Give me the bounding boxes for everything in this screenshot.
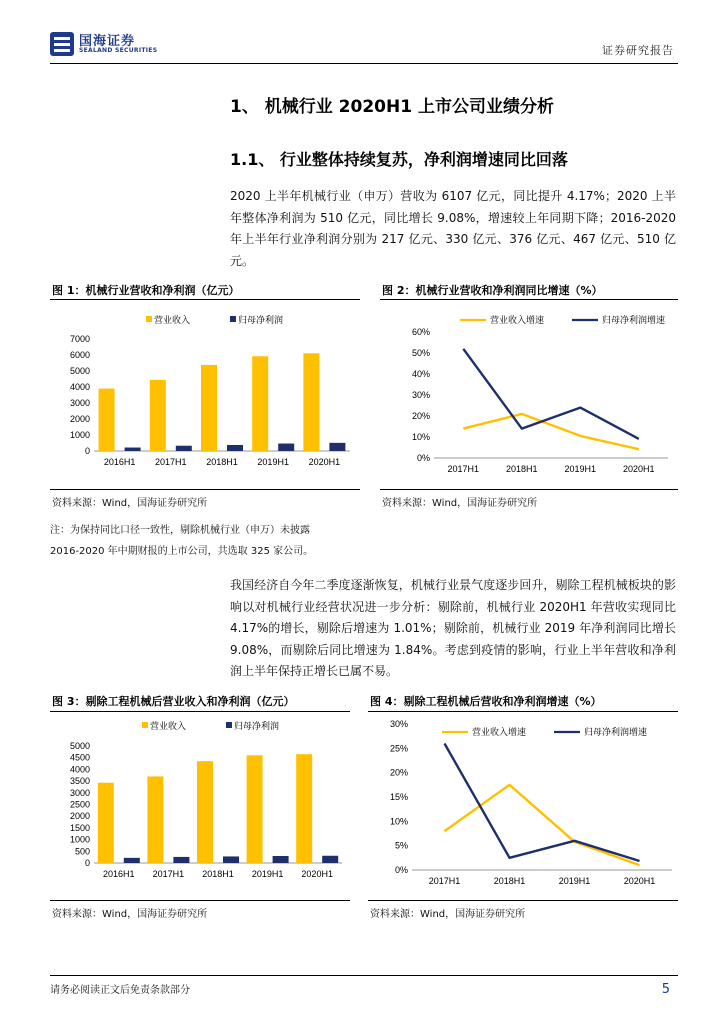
logo-en-text: SEALAND SECURITIES <box>79 47 158 54</box>
y-tick-label: 2000 <box>69 414 90 424</box>
chart-growth-rate <box>380 305 678 485</box>
y-tick-label: 25% <box>389 743 408 754</box>
y-tick-label: 5000 <box>69 366 90 376</box>
y-tick-label: 20% <box>389 767 408 778</box>
y-tick-label: 3000 <box>69 787 90 798</box>
bar-revenue <box>296 754 312 863</box>
y-tick-label: 4000 <box>69 382 90 392</box>
fig1-source: 资料来源：Wind，国海证券研究所 <box>52 498 208 509</box>
fig2-source: 资料来源：Wind，国海证券研究所 <box>382 498 538 509</box>
note-line-1: 注：为保持同比口径一致性，剔除机械行业（申万）未披露 <box>50 525 310 536</box>
bar-profit <box>329 443 345 451</box>
bar-revenue <box>247 755 263 863</box>
fig2-bottom-rule <box>380 489 678 490</box>
sealand-logo-icon <box>50 32 74 56</box>
legend-label: 营业收入增速 <box>472 727 527 737</box>
y-tick-label: 0% <box>416 453 430 463</box>
line-profit-growth <box>445 744 640 862</box>
note-line-2: 2016-2020 年中期财报的上市公司，共选取 325 家公司。 <box>50 546 314 557</box>
y-tick-label: 2500 <box>69 799 90 810</box>
subsection-heading: 1.1、 行业整体持续复苏，净利润增速同比回落 <box>230 150 568 169</box>
fig3-source: 资料来源：Wind，国海证券研究所 <box>52 909 208 920</box>
fig4-source: 资料来源：Wind，国海证券研究所 <box>370 909 526 920</box>
paragraph-2: 我国经济自今年二季度逐渐恢复，机械行业景气度逐步回升，剔除工程机械板块的影响以对机械行业经营状况进一步分析：剔除前，机械行业 2020H1 年营收实现同比 4.17%的增长，剔除后增速为 1.01%；剔除前，机械行业 2019 年净利润同比增长 9.08%，而剔除后同比增速为 1.84%。考虑到疫情的影响，行业上半年营收和净利润上半年保持正增长已属不易。 <box>230 578 676 678</box>
bar-profit <box>223 856 239 863</box>
x-tick-label: 2020H1 <box>301 869 333 879</box>
bar-profit <box>322 856 338 863</box>
page-header <box>50 26 678 64</box>
x-tick-label: 2020H1 <box>622 464 655 474</box>
y-tick-label: 30% <box>411 390 430 400</box>
y-tick-label: 40% <box>411 369 430 379</box>
y-tick-label: 10% <box>411 432 430 442</box>
footer-divider <box>50 975 678 976</box>
bar-revenue <box>303 353 319 451</box>
page-number: 5 <box>661 982 670 997</box>
x-tick-label: 2016H1 <box>103 869 135 879</box>
bar-revenue <box>98 783 114 863</box>
chart-revenue-profit <box>50 305 360 485</box>
footer-disclaimer: 请务必阅读正文后免责条款部分 <box>50 985 190 996</box>
x-tick-label: 2019H1 <box>564 464 597 474</box>
y-tick-label: 3000 <box>69 398 90 408</box>
y-tick-label: 20% <box>411 411 430 421</box>
fig4-title: 图 4：剔除工程机械后营收和净利润增速（%） <box>370 695 602 708</box>
x-tick-label: 2018H1 <box>505 464 538 474</box>
fig4-top-rule <box>368 711 678 712</box>
chart-ex-construction-revenue-profit <box>50 716 350 896</box>
bar-profit <box>125 448 141 451</box>
report-type: 证券研究报告 <box>602 44 674 57</box>
x-tick-label: 2017H1 <box>152 869 185 879</box>
fig2-title: 图 2：机械行业营收和净利润同比增速（%） <box>382 284 603 297</box>
y-tick-label: 30% <box>389 719 408 729</box>
y-tick-label: 500 <box>74 846 90 857</box>
chart-ex-construction-growth <box>368 716 678 896</box>
y-tick-label: 0% <box>394 865 408 875</box>
y-tick-label: 5% <box>394 840 408 851</box>
legend-swatch <box>146 316 152 322</box>
x-tick-label: 2018H1 <box>202 869 234 879</box>
y-tick-label: 4000 <box>69 764 90 775</box>
y-tick-label: 0 <box>84 446 90 456</box>
bar-profit <box>173 857 189 863</box>
fig1-bottom-rule <box>50 489 360 490</box>
legend-label: 归母净利润 <box>234 721 280 731</box>
legend-swatch <box>142 722 148 728</box>
bar-profit <box>227 445 243 451</box>
bar-profit <box>176 446 192 451</box>
legend-swatch <box>226 722 232 728</box>
y-tick-label: 3500 <box>69 776 90 787</box>
fig1-top-rule <box>50 299 360 300</box>
y-tick-label: 0 <box>84 858 90 868</box>
x-tick-label: 2016H1 <box>103 457 136 467</box>
y-tick-label: 5000 <box>69 741 90 751</box>
y-tick-label: 2000 <box>69 811 90 822</box>
x-tick-label: 2019H1 <box>251 869 284 879</box>
legend-label: 归母净利润增速 <box>602 315 666 325</box>
legend-swatch <box>230 316 236 322</box>
section-heading: 1、 机械行业 2020H1 上市公司业绩分析 <box>230 97 554 117</box>
legend-label: 归母净利润 <box>238 315 284 325</box>
bar-revenue <box>99 389 115 451</box>
bar-revenue <box>252 356 268 451</box>
x-tick-label: 2017H1 <box>155 457 187 467</box>
x-tick-label: 2018H1 <box>493 876 526 886</box>
x-tick-label: 2018H1 <box>206 457 238 467</box>
legend-label: 营业收入 <box>154 315 191 325</box>
y-tick-label: 6000 <box>69 350 90 360</box>
fig1-title: 图 1：机械行业营收和净利润（亿元） <box>52 284 240 297</box>
x-tick-label: 2017H1 <box>428 876 461 886</box>
y-tick-label: 15% <box>389 792 408 802</box>
bar-revenue <box>147 776 163 863</box>
fig3-top-rule <box>50 711 350 712</box>
y-tick-label: 1000 <box>69 834 90 845</box>
paragraph-1: 2020 上半年机械行业（申万）营收为 6107 亿元，同比提升 4.17%；2020 上半年整体净利润为 510 亿元，同比增长 9.08%，增速较上年同期下降；2016-2020 年上半年行业净利润分别为 217 亿元、330 亿元、376 亿元、467 亿元、510 亿元。 <box>230 189 676 268</box>
legend-label: 归母净利润增速 <box>584 727 648 737</box>
legend-label: 营业收入 <box>150 721 187 731</box>
x-tick-label: 2020H1 <box>308 457 341 467</box>
fig4-bottom-rule <box>368 900 678 901</box>
y-tick-label: 4500 <box>69 752 90 763</box>
company-logo <box>50 30 160 60</box>
x-tick-label: 2019H1 <box>257 457 289 467</box>
y-tick-label: 1000 <box>69 430 90 440</box>
bar-profit <box>273 856 289 863</box>
bar-revenue <box>150 380 166 451</box>
y-tick-label: 50% <box>411 348 430 358</box>
x-tick-label: 2017H1 <box>447 464 480 474</box>
bar-revenue <box>197 761 213 863</box>
x-tick-label: 2020H1 <box>623 876 656 886</box>
y-tick-label: 60% <box>411 327 430 337</box>
x-tick-label: 2019H1 <box>558 876 591 886</box>
bar-profit <box>124 858 140 863</box>
y-tick-label: 1500 <box>69 822 90 833</box>
header-divider <box>50 63 678 64</box>
logo-cn-text: 国海证券 <box>79 34 136 49</box>
bar-revenue <box>201 365 217 451</box>
bar-profit <box>278 444 294 451</box>
y-tick-label: 10% <box>389 816 408 827</box>
y-tick-label: 7000 <box>69 334 90 344</box>
legend-label: 营业收入增速 <box>490 315 545 325</box>
fig3-bottom-rule <box>50 900 350 901</box>
fig3-title: 图 3：剔除工程机械后营业收入和净利润（亿元） <box>52 695 295 708</box>
fig2-top-rule <box>380 299 678 300</box>
